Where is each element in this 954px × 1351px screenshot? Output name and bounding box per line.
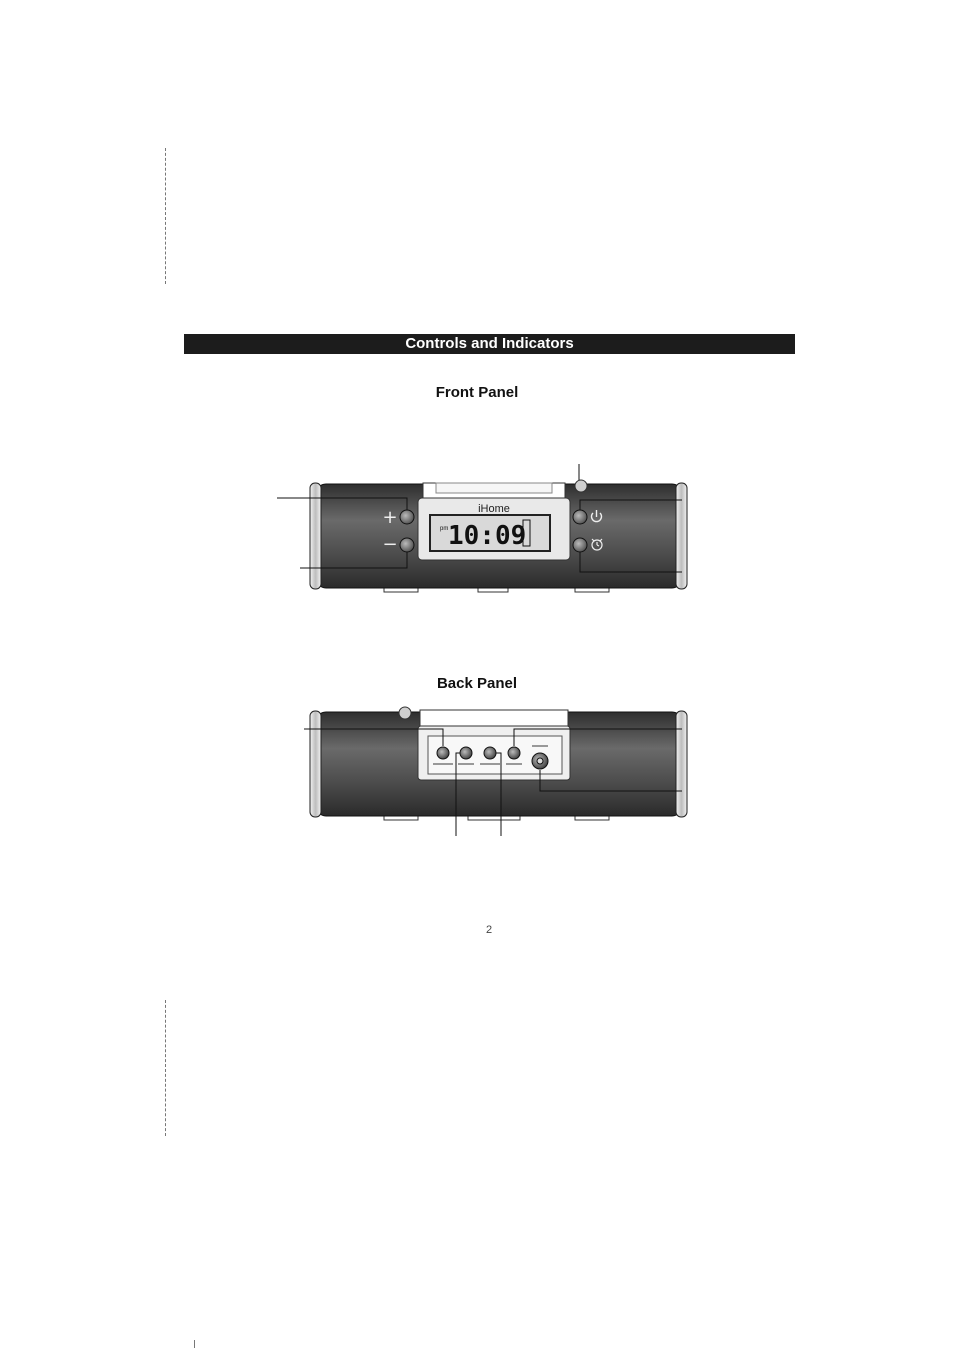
front-panel-heading: Front Panel [435,384,519,401]
power-button[interactable] [573,510,587,524]
jack-1[interactable] [437,747,449,759]
front-panel-illustration [0,460,954,620]
section-banner: Controls and Indicators [184,334,795,354]
dock-slot-inner [436,483,552,493]
jack-2[interactable] [460,747,472,759]
crop-tick [194,1340,195,1348]
jack-4[interactable] [508,747,520,759]
crop-mark-bottom [165,1000,166,1136]
back-panel-illustration [0,700,954,840]
back-right-end-cap [676,711,687,817]
snooze-button[interactable] [575,480,587,492]
volume-up-button[interactable] [400,510,414,524]
volume-down-symbol: − [382,534,398,555]
page-number: 2 [485,924,493,936]
crop-mark-top [165,148,166,284]
back-panel-heading: Back Panel [436,675,518,692]
volume-down-button[interactable] [400,538,414,552]
jack-3[interactable] [484,747,496,759]
left-end-cap [310,483,321,589]
brand-logo: iHome [478,503,510,515]
lcd-ampm: pm [440,526,449,532]
back-top-button[interactable] [399,707,411,719]
right-end-cap [676,483,687,589]
alarm-button[interactable] [573,538,587,552]
lcd-time: 10:09 [448,521,527,551]
back-dock-slot [420,710,568,728]
volume-up-symbol: + [382,507,398,528]
back-left-end-cap [310,711,321,817]
dc-power-jack-center [537,758,543,764]
